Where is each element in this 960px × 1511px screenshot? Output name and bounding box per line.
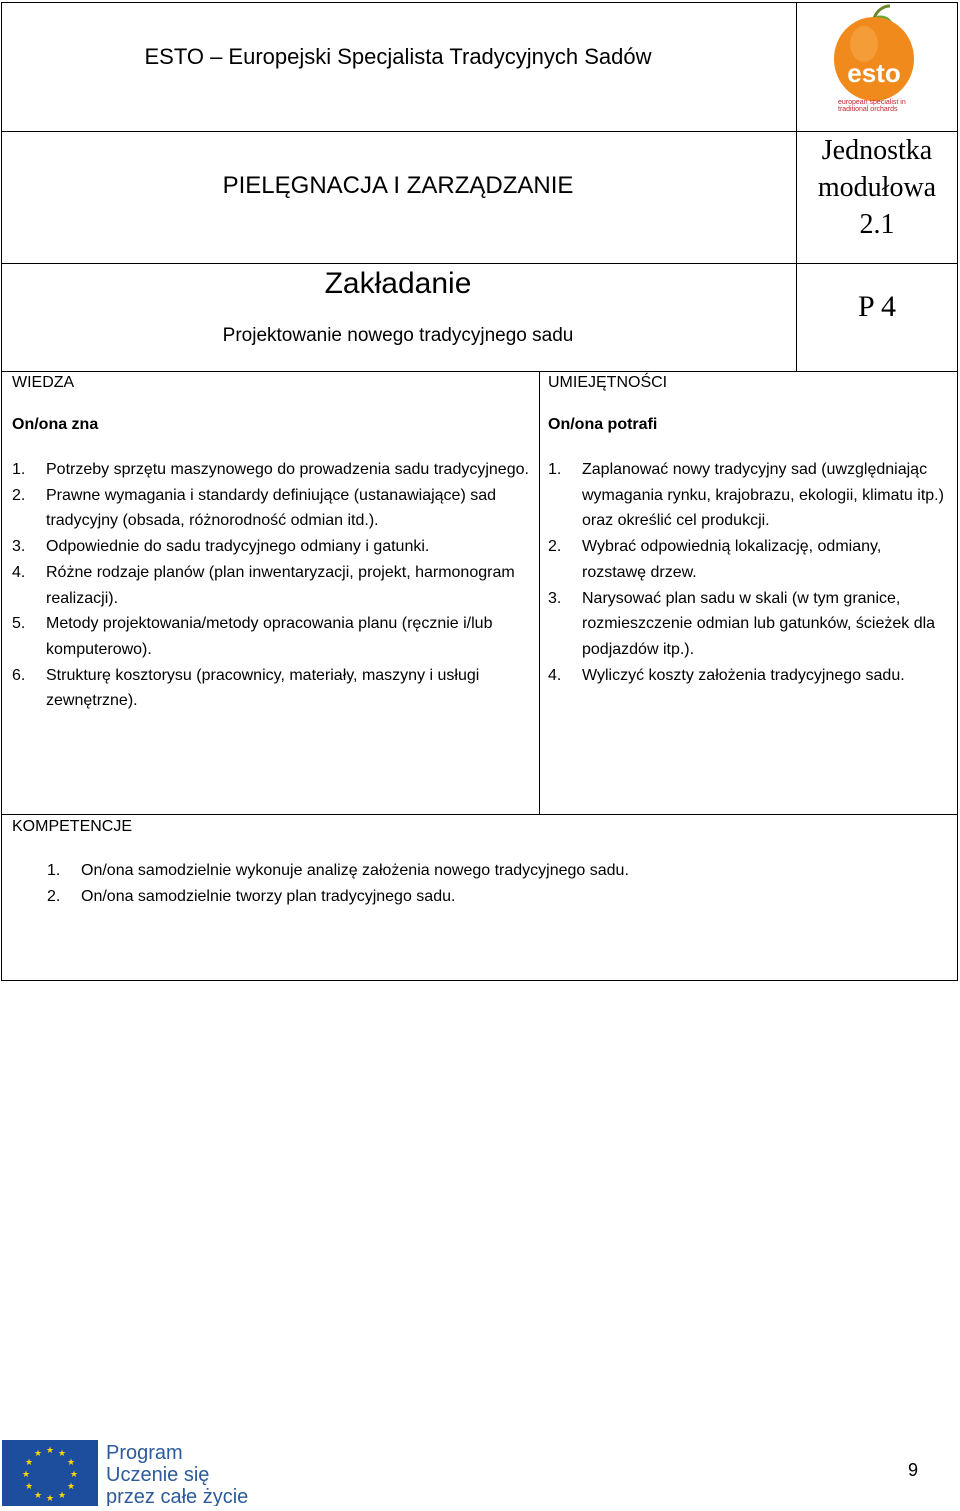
list-item [12, 483, 530, 534]
unit-title: Zakładanie [324, 267, 472, 300]
knowledge-heading: WIEDZA [12, 374, 75, 391]
list-item-text: Wybrać odpowiednią lokalizację, odmiany, rozstawę drzew. [582, 538, 882, 581]
list-item-number: 5. [12, 615, 26, 633]
list-item-number: 3. [12, 538, 26, 556]
list-item-number: 1. [548, 461, 562, 478]
list-item [548, 457, 948, 534]
list-item-text: Różne rodzaje planów (plan inwentaryzacji, projekt, harmonogram realizacji). [46, 563, 515, 607]
unit-label-line-2: modułowa [817, 172, 937, 203]
list-item-text: Narysować plan sadu w skali (w tym granice, rozmieszczenie odmian lub gatunków, ścieżek dla podjazdów itp.). [582, 589, 936, 658]
list-item [548, 663, 948, 689]
list-item [12, 611, 530, 662]
list-item-number: 4. [12, 563, 26, 581]
list-item-text: Potrzeby sprzętu maszynowego do prowadzenia sadu tradycyjnego. [46, 461, 529, 478]
svg-text:★: ★ [69, 1470, 79, 1480]
svg-text:★: ★ [33, 1491, 43, 1501]
program-line-2: Uczenie się [106, 1464, 210, 1486]
list-item-number: 2. [47, 887, 61, 905]
skills-list [548, 457, 948, 688]
svg-text:★: ★ [24, 1458, 34, 1468]
list-item-text: Strukturę kosztorysu (pracownicy, materiały, maszyny i usługi zewnętrzne). [46, 666, 480, 710]
list-item-text: On/ona samodzielnie tworzy plan tradycyjnego sadu. [81, 887, 456, 905]
unit-label [796, 132, 958, 243]
page-number: 9 [907, 1460, 918, 1480]
list-item [548, 586, 948, 663]
list-item [12, 560, 530, 611]
list-item [12, 457, 530, 483]
logo-tagline-1: european specialist in [838, 99, 906, 106]
svg-text:★: ★ [57, 1449, 67, 1459]
document-title: ESTO – Europejski Specjalista Tradycyjnych Sadów [144, 44, 652, 69]
unit-label-line-1: Jednostka [821, 135, 933, 166]
knowledge-intro: On/ona zna [12, 416, 99, 433]
logo-tagline-2: traditional orchards [838, 106, 898, 112]
unit-subtitle: Projektowanie nowego tradycyjnego sadu [222, 325, 574, 346]
list-item-text: On/ona samodzielnie wykonuje analizę założenia nowego tradycyjnego sadu. [81, 862, 629, 879]
eu-program-logo [2, 1440, 272, 1506]
svg-text:★: ★ [45, 1494, 55, 1504]
list-item-number: 2. [12, 486, 26, 504]
unit-code: P 4 [857, 290, 897, 323]
list-item-number: 1. [47, 862, 61, 879]
unit-label-line-3: 2.1 [859, 209, 895, 240]
list-item-number: 4. [548, 666, 562, 684]
svg-text:★: ★ [45, 1446, 55, 1456]
list-item-number: 2. [548, 538, 562, 556]
list-item-text: Zaplanować nowy tradycyjny sad (uwzględniając wymagania rynku, krajobrazu, ekologii, klimatu itp.) oraz określić cel produkcji. [582, 461, 944, 530]
svg-text:★: ★ [24, 1482, 34, 1492]
list-item [47, 884, 927, 910]
competences-heading: KOMPETENCJE [12, 818, 133, 835]
list-item [548, 534, 948, 585]
list-item-number: 1. [12, 461, 26, 478]
list-item-text: Prawne wymagania i standardy definiujące (ustanawiające) sad tradycyjny (obsada, różnorodność odmian itd.). [46, 486, 497, 530]
list-item-text: Metody projektowania/metody opracowania planu (ręcznie i/lub komputerowo). [46, 615, 493, 658]
svg-text:★: ★ [66, 1482, 76, 1492]
esto-logo [828, 4, 920, 112]
program-line-1: Program [106, 1442, 183, 1464]
knowledge-list [12, 457, 530, 714]
skills-intro: On/ona potrafi [548, 416, 658, 433]
list-item [12, 534, 530, 560]
module-name: PIELĘGNACJA I ZARZĄDZANIE [222, 172, 574, 199]
svg-text:★: ★ [66, 1458, 76, 1468]
skills-heading: UMIEJĘTNOŚCI [548, 374, 668, 391]
list-item-number: 3. [548, 589, 562, 607]
list-item-number: 6. [12, 666, 26, 684]
program-line-3: przez całe życie [106, 1486, 249, 1506]
list-item [47, 858, 927, 884]
svg-text:★: ★ [21, 1470, 31, 1480]
competences-list [47, 858, 927, 909]
list-item-text: Wyliczyć koszty założenia tradycyjnego sadu. [582, 666, 905, 684]
logo-wordmark: esto [847, 58, 901, 88]
svg-text:★: ★ [57, 1491, 67, 1501]
list-item-text: Odpowiednie do sadu tradycyjnego odmiany i gatunki. [46, 538, 430, 556]
list-item [12, 663, 530, 714]
svg-text:★: ★ [33, 1449, 43, 1459]
